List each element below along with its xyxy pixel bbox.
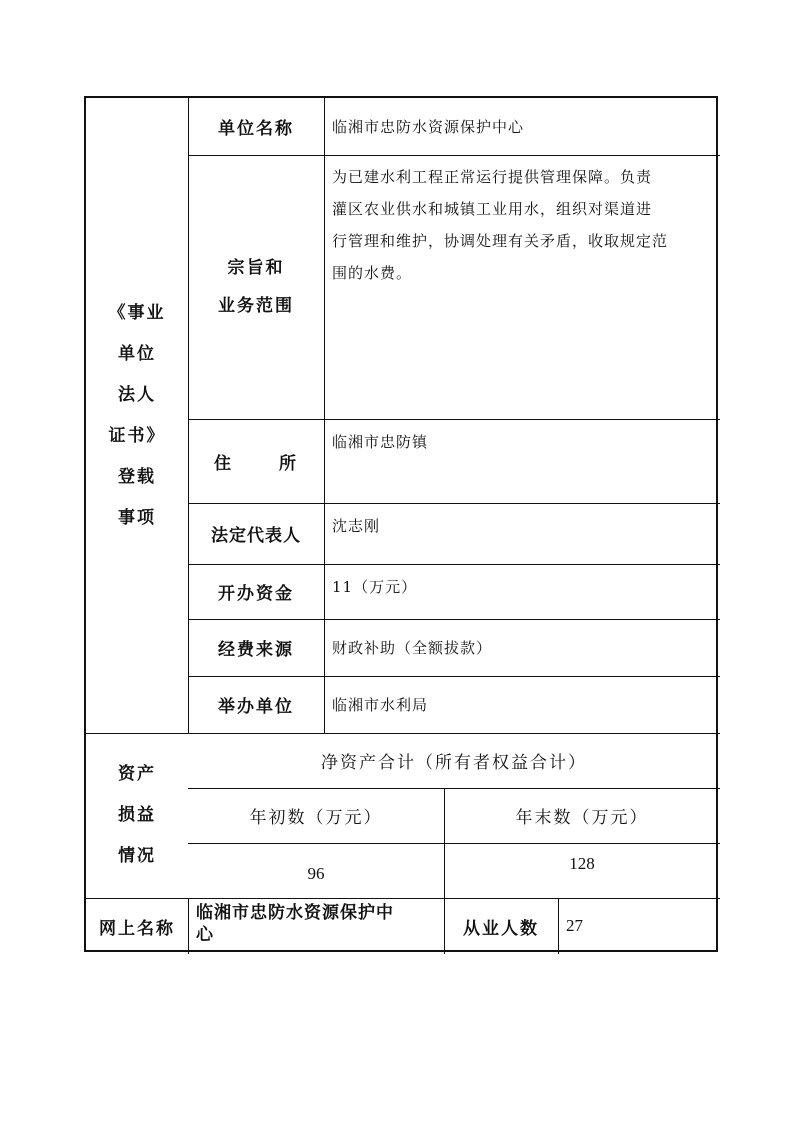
employees-label: 从业人数 — [463, 918, 539, 939]
net-assets-header: 净资产合计（所有者权益合计） — [321, 753, 587, 773]
sponsor-label: 举办单位 — [218, 697, 294, 717]
begin-of-year-value: 96 — [307, 863, 325, 883]
funding-value: 财政补助（全额拔款） — [332, 639, 493, 657]
residence-value: 临湘市忠防镇 — [332, 433, 429, 451]
registration-table — [84, 96, 718, 952]
online-name-label: 网上名称 — [99, 918, 175, 939]
residence-label — [188, 419, 324, 503]
purpose-label: 宗旨和 业务范围 — [218, 258, 294, 316]
unit-name-label: 单位名称 — [218, 119, 294, 139]
online-name-value: 临湘市忠防水资源保护中 心 — [196, 903, 394, 945]
registration-section-label: 《事业 单位 法人 证书》 登载 事项 — [108, 302, 166, 528]
assets-section-label: 资产 损益 情况 — [118, 764, 156, 866]
employees-value: 27 — [566, 916, 583, 935]
unit-name-value: 临湘市忠防水资源保护中心 — [332, 118, 525, 136]
funding-label: 经费来源 — [218, 640, 294, 660]
capital-label: 开办资金 — [218, 584, 294, 604]
begin-of-year-label: 年初数（万元） — [249, 808, 383, 828]
purpose-value: 为已建水利工程正常运行提供管理保障。负责 灌区农业供水和城镇工业用水，组织对渠道进 行管理和维护，协调处理有关矛盾，收取规定范 围的水费。 — [332, 168, 669, 282]
end-of-year-value: 128 — [569, 853, 595, 873]
capital-value: 11（万元） — [332, 578, 418, 596]
sponsor-value: 临湘市水利局 — [332, 696, 429, 714]
legal-rep-value: 沈志刚 — [332, 517, 381, 535]
residence-label-part-1: 住 — [214, 453, 233, 474]
end-of-year-label: 年末数（万元） — [515, 808, 649, 828]
legal-rep-label: 法定代表人 — [211, 526, 301, 546]
residence-label-part-2: 所 — [279, 453, 298, 474]
